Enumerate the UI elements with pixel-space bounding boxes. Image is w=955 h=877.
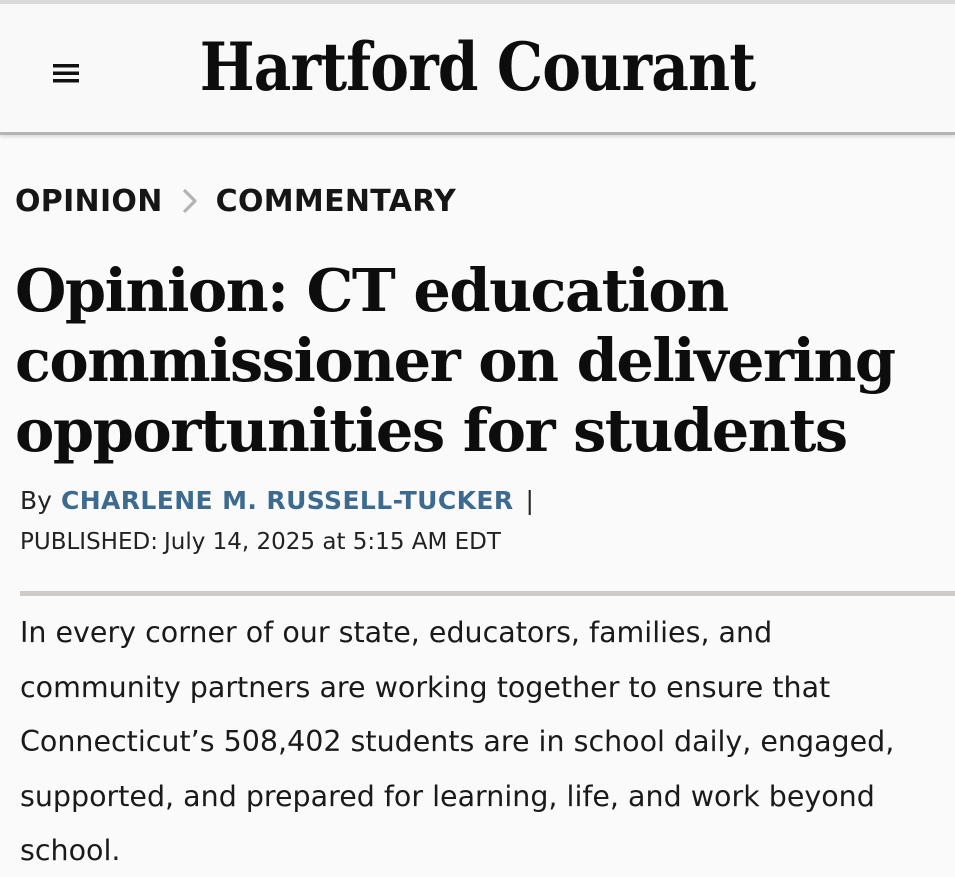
article-body-paragraph: In every corner of our state, educators, families, and community partners are working together to ensure that Connecticut’s 508,402 students are in school daily, engaged, supported, and prepared for learning, life, and work beyond school. [20, 616, 895, 867]
menu-button[interactable] [46, 56, 84, 86]
site-logo[interactable]: Hartford Courant [199, 28, 756, 106]
breadcrumb-commentary-link[interactable]: COMMENTARY [215, 183, 457, 219]
published-label: PUBLISHED: [20, 529, 158, 555]
chevron-right-icon [175, 186, 205, 216]
masthead [0, 4, 955, 135]
author-link[interactable]: CHARLENE M. RUSSELL-TUCKER [60, 485, 514, 515]
hamburger-menu-icon [46, 56, 84, 86]
byline-prefix: By [20, 485, 52, 515]
byline-separator: | [525, 485, 534, 515]
breadcrumb [15, 178, 456, 224]
article-divider [20, 591, 955, 596]
byline [20, 478, 534, 522]
article-headline: Opinion: CT education commissioner on delivering opportunities for students [15, 256, 895, 465]
published-date [20, 524, 501, 560]
published-time: July 14, 2025 at 5:15 AM EDT [163, 529, 501, 555]
breadcrumb-opinion-link[interactable]: OPINION [15, 183, 163, 219]
